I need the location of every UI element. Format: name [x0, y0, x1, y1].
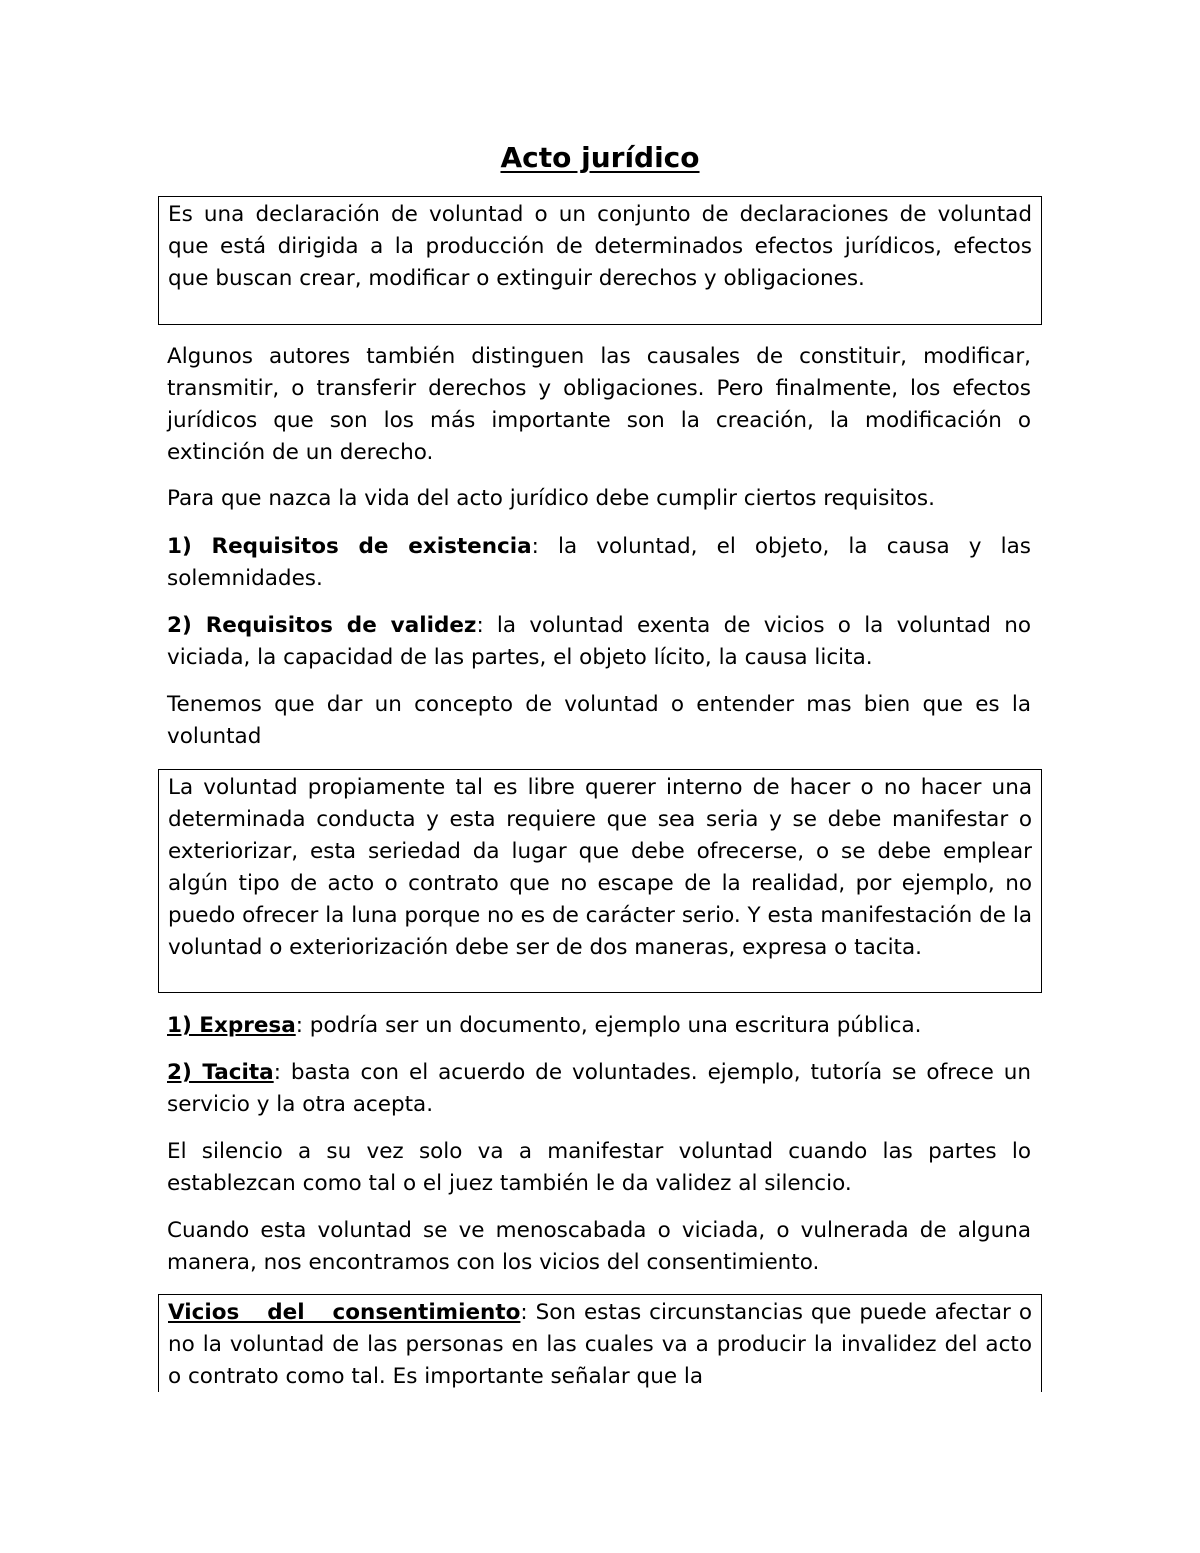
paragraph-requisitos-existencia — [167, 531, 1031, 595]
vicios-body: : Son estas circunstancias que puede afectar o no la voluntad de las personas en las cuales va a producir la invalidez del acto o contrato como tal. Es importante señalar que la — [168, 1300, 1032, 1389]
document-title: Acto jurídico — [500, 141, 700, 174]
expresa-text: : podría ser un documento, ejemplo una escritura pública. — [295, 1013, 922, 1038]
vicios-label: Vicios del consentimiento — [168, 1300, 521, 1325]
voluntad-text: La voluntad propiamente tal es libre querer interno de hacer o no hacer una determinada conducta y esta requiere que sea seria y se debe manifestar o exteriorizar, esta seriedad da lugar que debe ofrecerse, o se debe emplear algún tipo de acto o contrato que no escape de la realidad, por ejemplo, no puedo ofrecer la luna porque no es de carácter serio. Y esta manifestación de la voluntad o exteriorización debe ser de dos maneras, expresa o tacita. — [168, 775, 1032, 960]
paragraph-tacita — [167, 1057, 1031, 1121]
paragraph-requisitos-validez — [167, 610, 1031, 674]
tacita-text: : basta con el acuerdo de voluntades. ejemplo, tutoría se ofrece un servicio y la otra acepta. — [167, 1060, 1031, 1117]
definition-box — [158, 196, 1042, 325]
expresa-label: 1) Expresa — [167, 1013, 296, 1038]
requisitos-existencia-text: : la voluntad, el objeto, la causa y las solemnidades. — [167, 534, 1031, 591]
voluntad-box — [158, 769, 1042, 993]
requisitos-validez-text: : la voluntad exenta de vicios o la voluntad no viciada, la capacidad de las partes, el objeto lícito, la causa licita. — [167, 613, 1031, 670]
paragraph-concepto-voluntad: Tenemos que dar un concepto de voluntad o entender mas bien que es la voluntad — [167, 692, 1031, 749]
vicios-box — [158, 1294, 1042, 1392]
requisitos-existencia-label: 1) Requisitos de existencia — [167, 534, 532, 559]
paragraph-expresa — [167, 1010, 1031, 1042]
paragraph-requisitos-intro: Para que nazca la vida del acto jurídico debe cumplir ciertos requisitos. — [167, 486, 935, 511]
requisitos-validez-label: 2) Requisitos de validez — [167, 613, 477, 638]
paragraph-vicios-intro: Cuando esta voluntad se ve menoscabada o viciada, o vulnerada de alguna manera, nos encontramos con los vicios del consentimiento. — [167, 1218, 1031, 1275]
tacita-label: 2) Tacita — [167, 1060, 274, 1085]
vicios-text — [168, 1297, 1032, 1392]
paragraph-silencio: El silencio a su vez solo va a manifestar voluntad cuando las partes lo establezcan como tal o el juez también le da validez al silencio. — [167, 1139, 1031, 1196]
paragraph-autores: Algunos autores también distinguen las causales de constituir, modificar, transmitir, o transferir derechos y obligaciones. Pero finalmente, los efectos jurídicos que son los más importante son la creación, la modificación o extinción de un derecho. — [167, 344, 1031, 465]
definition-text: Es una declaración de voluntad o un conjunto de declaraciones de voluntad que está dirigida a la producción de determinados efectos jurídicos, efectos que buscan crear, modificar o extinguir derechos y obligaciones. — [168, 202, 1032, 291]
